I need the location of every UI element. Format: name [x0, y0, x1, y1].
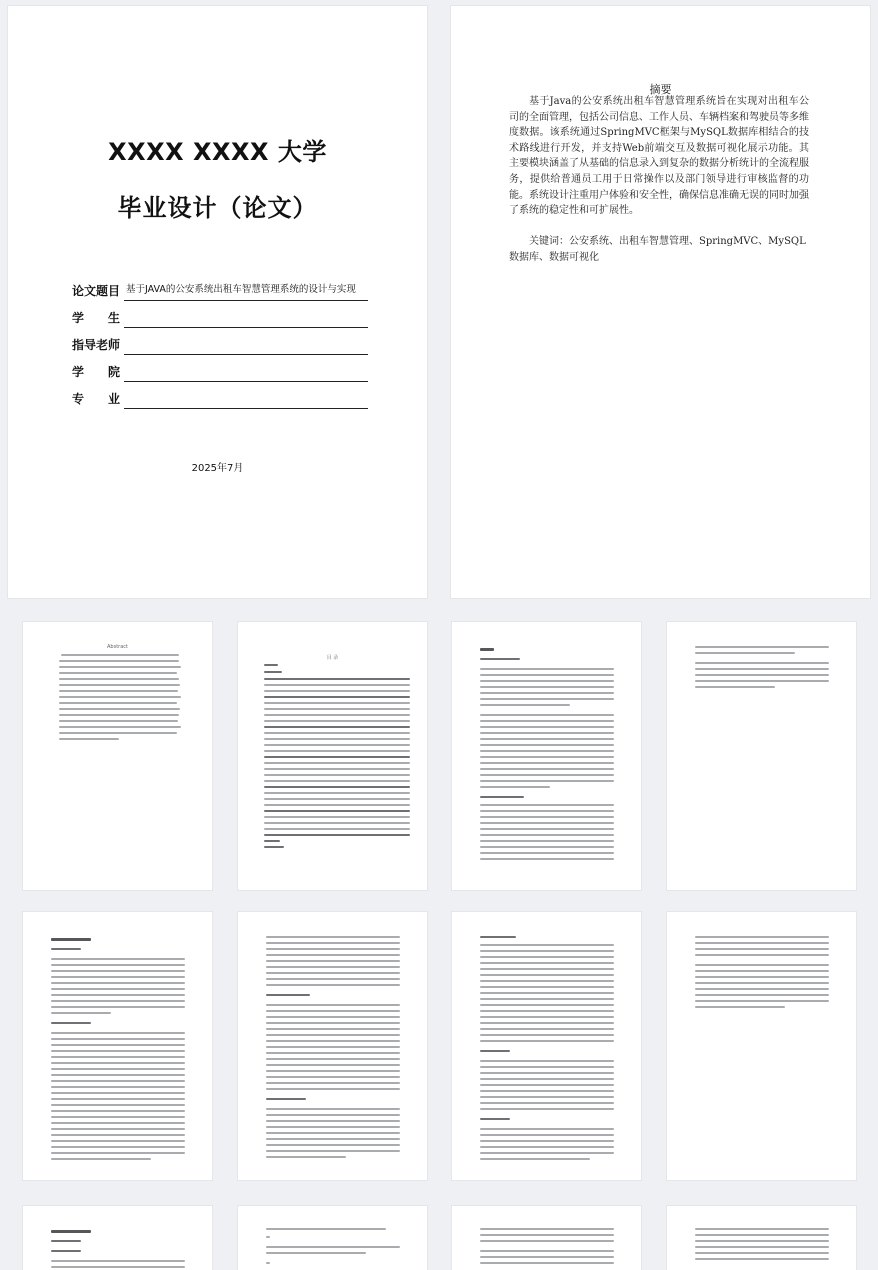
abstract-heading: 摘要	[649, 83, 672, 96]
info-value-advisor	[124, 336, 368, 355]
university-name: XXXX XXXX 大学	[108, 138, 327, 166]
info-value-topic: 基于JAVA的公安系统出租车智慧管理系统的设计与实现	[124, 282, 368, 301]
thesis-type-title: 毕业设计（论文）	[117, 194, 318, 222]
abstract-body: 基于Java的公安系统出租车智慧管理系统旨在实现对出租车公司的全面管理，包括公司信息、工作人员、车辆档案和驾驶员等多维度数据。该系统通过SpringMVC框架与MySQL数据库相结合的技术路线进行开发，并支持Web前端交互及数据可视化展示功能。其主要模块涵盖了从基础的信息录入到复杂的数据分析统计的全流程服务，提供给普通员工用于日常操作以及部门领导进行审核监督的功能。系统设计注重用户体验和安全性，确保信息准确无误的同时加强了系统的稳定性和可扩展性。	[509, 96, 809, 217]
page-thumbnail-chapter-1[interactable]	[452, 622, 641, 890]
info-label: 指导老师	[72, 338, 121, 352]
info-row-topic	[72, 282, 368, 304]
page-thumbnail-toc[interactable]	[238, 622, 427, 890]
thumbnail-title: 目 录	[326, 655, 339, 661]
info-value-major	[124, 390, 368, 409]
info-label: 专 业	[72, 392, 121, 406]
info-row-advisor	[72, 336, 368, 358]
page-thumbnail-chapter-3-cont[interactable]	[238, 1206, 427, 1270]
page-thumbnail-chapter-2-end[interactable]	[667, 912, 856, 1180]
page-thumbnail-chapter-3-end[interactable]	[667, 1206, 856, 1270]
cover-page	[8, 6, 427, 598]
page-thumbnail-chapter-3[interactable]	[23, 1206, 212, 1270]
page-thumbnail-english-abstract[interactable]	[23, 622, 212, 890]
cover-date: 2025年7月	[191, 463, 244, 474]
thumbnail-title: Abstract	[107, 644, 128, 650]
info-value-student	[124, 309, 368, 328]
info-label: 论文题目	[72, 284, 121, 298]
abstract-keywords: 关键词：公安系统、出租车智慧管理、SpringMVC、MySQL数据库、数据可视化	[509, 236, 806, 263]
page-thumbnail-chapter-2-cont[interactable]	[238, 912, 427, 1180]
page-thumbnail-chapter-2-tech[interactable]	[452, 912, 641, 1180]
page-thumbnail-chapter-2[interactable]	[23, 912, 212, 1180]
info-row-major	[72, 390, 368, 412]
page-thumbnail-chapter-3-analysis[interactable]	[452, 1206, 641, 1270]
info-label: 学 生	[72, 311, 121, 325]
info-row-college	[72, 363, 368, 385]
info-row-student	[72, 309, 368, 331]
abstract-page	[451, 6, 870, 598]
info-value-college	[124, 363, 368, 382]
info-label: 学 院	[72, 365, 121, 379]
page-thumbnail-chapter-1-cont[interactable]	[667, 622, 856, 890]
